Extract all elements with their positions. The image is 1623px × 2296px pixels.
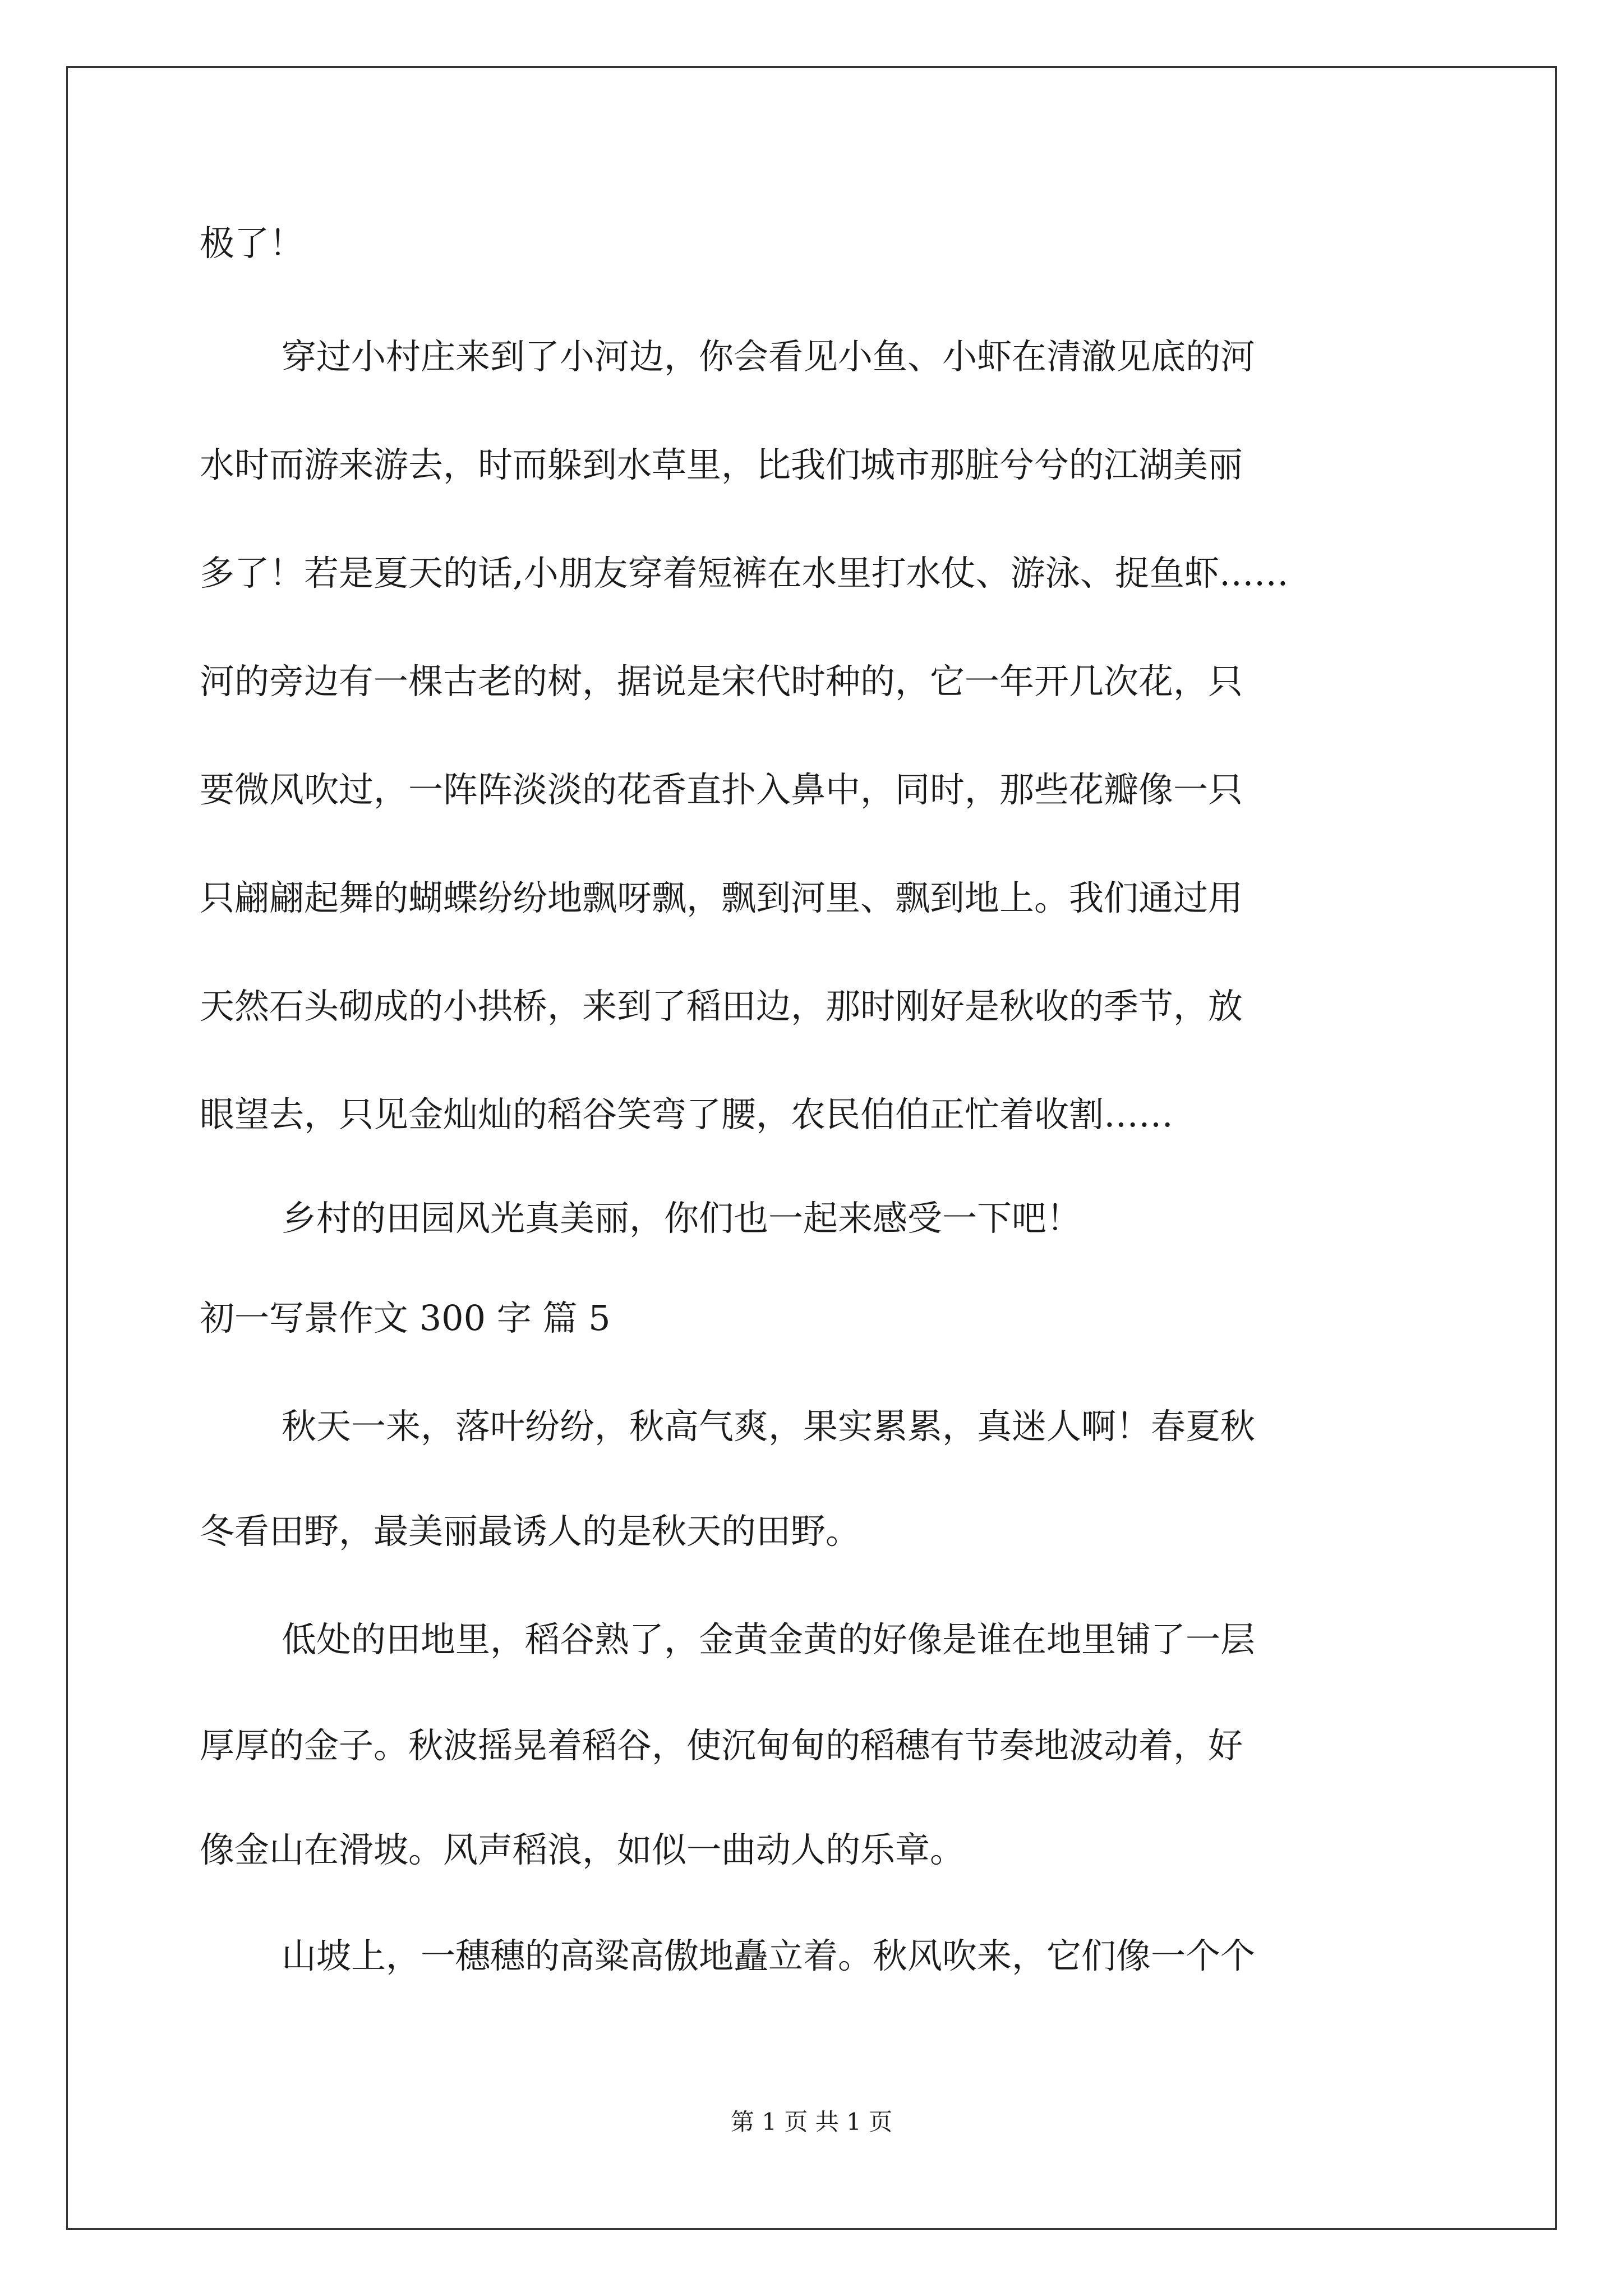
paragraph-line: 穿过小村庄来到了小河边，你会看见小鱼、小虾在清澈见底的河 [282, 336, 1256, 377]
paragraph-line: 山坡上，一穗穗的高粱高傲地矗立着。秋风吹来，它们像一个个 [282, 1935, 1256, 1976]
paragraph-line: 河的旁边有一棵古老的树，据说是宋代时种的，它一年开几次花，只 [200, 661, 1243, 702]
paragraph-line: 眼望去，只见金灿灿的稻谷笑弯了腰，农民伯伯正忙着收割…… [200, 1094, 1174, 1135]
paragraph-line: 秋天一来，落叶纷纷，秋高气爽，果实累累，真迷人啊！春夏秋 [282, 1406, 1256, 1447]
paragraph-line: 厚厚的金子。秋波摇晃着稻谷，使沉甸甸的稻穗有节奏地波动着，好 [200, 1725, 1243, 1766]
section-heading: 初一写景作文 300 字 篇 5 [200, 1297, 611, 1338]
paragraph-line: 天然石头砌成的小拱桥，来到了稻田边，那时刚好是秋收的季节，放 [200, 986, 1243, 1027]
paragraph-line: 水时而游来游去，时而躲到水草里，比我们城市那脏兮兮的江湖美丽 [200, 444, 1243, 485]
paragraph-line: 极了！ [200, 223, 305, 264]
page-border [66, 66, 1557, 2230]
page-footer: 第 1 页 共 1 页 [730, 2108, 893, 2136]
paragraph-line: 多了！若是夏天的话,小朋友穿着短裤在水里打水仗、游泳、捉鱼虾…… [200, 553, 1289, 593]
paragraph-line: 乡村的田园风光真美丽，你们也一起来感受一下吧！ [282, 1198, 1082, 1239]
paragraph-line: 像金山在滑坡。风声稻浪，如似一曲动人的乐章。 [200, 1829, 965, 1870]
paragraph-line: 只翩翩起舞的蝴蝶纷纷地飘呀飘，飘到河里、飘到地上。我们通过用 [200, 877, 1243, 918]
paragraph-line: 冬看田野，最美丽最诱人的是秋天的田野。 [200, 1511, 861, 1552]
paragraph-line: 要微风吹过，一阵阵淡淡的花香直扑入鼻中，同时，那些花瓣像一只 [200, 769, 1243, 810]
paragraph-line: 低处的田地里，稻谷熟了，金黄金黄的好像是谁在地里铺了一层 [282, 1619, 1256, 1660]
